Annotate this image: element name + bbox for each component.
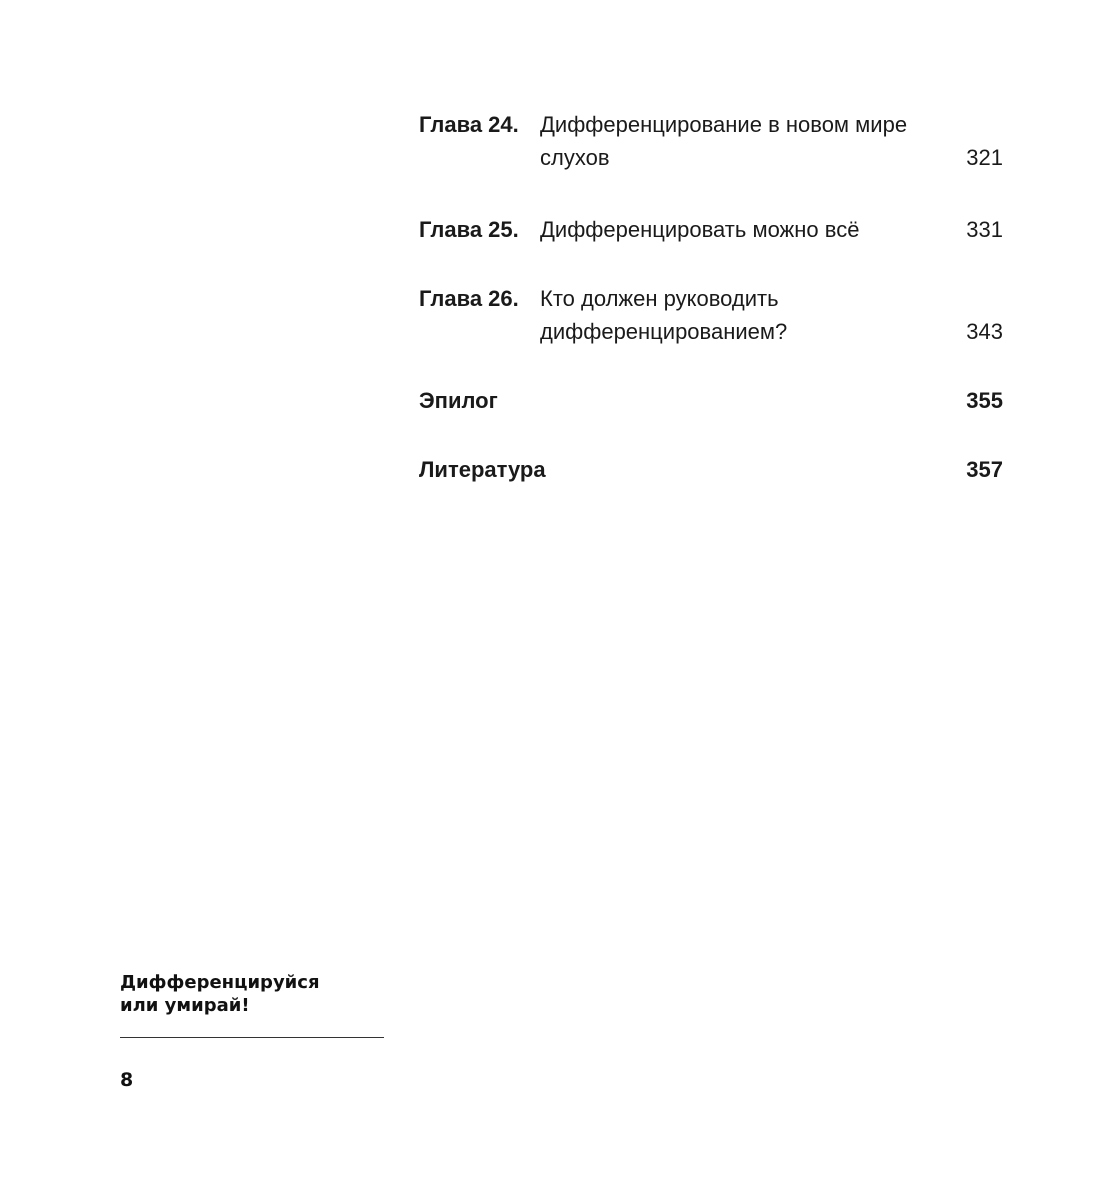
toc-entry-chapter-26[interactable]: [419, 282, 1003, 348]
page-number: 8: [120, 1069, 134, 1091]
section-label: Литература: [419, 457, 546, 482]
spacer: [419, 246, 1003, 282]
chapter-title-line: дифференцированием?: [540, 319, 788, 344]
chapter-page-number: 343: [966, 319, 1003, 344]
section-label: Эпилог: [419, 388, 498, 413]
running-footer-book-title: [120, 971, 390, 1017]
book-title-line: или умирай!: [120, 995, 250, 1016]
section-page-number: 357: [966, 457, 1003, 482]
spacer: [419, 348, 1003, 384]
table-of-contents: [419, 108, 1003, 486]
section-page-number: 355: [966, 388, 1003, 413]
toc-entry-chapter-25[interactable]: [419, 213, 1003, 246]
chapter-title-line: Кто должен руководить: [540, 286, 779, 311]
chapter-title-line: Дифференцирование в новом мире: [540, 112, 908, 137]
spacer: [419, 177, 1003, 213]
chapter-title: [540, 282, 950, 348]
chapter-label: Глава 26.: [419, 286, 519, 311]
chapter-page-number: 321: [966, 145, 1003, 170]
chapter-title-line: слухов: [540, 145, 610, 170]
toc-entry-references[interactable]: [419, 453, 1003, 486]
toc-entry-chapter-24[interactable]: [419, 108, 1003, 174]
chapter-title-line: Дифференцировать можно всё: [540, 217, 860, 242]
book-title-line: Дифференцируйся: [120, 972, 320, 993]
footer-divider: [120, 1037, 384, 1038]
chapter-page-number: 331: [966, 217, 1003, 242]
toc-entry-epilogue[interactable]: [419, 384, 1003, 417]
spacer: [419, 417, 1003, 453]
chapter-title: [540, 213, 950, 246]
chapter-label: Глава 25.: [419, 217, 519, 242]
chapter-title: [540, 108, 950, 174]
chapter-label: Глава 24.: [419, 112, 519, 137]
